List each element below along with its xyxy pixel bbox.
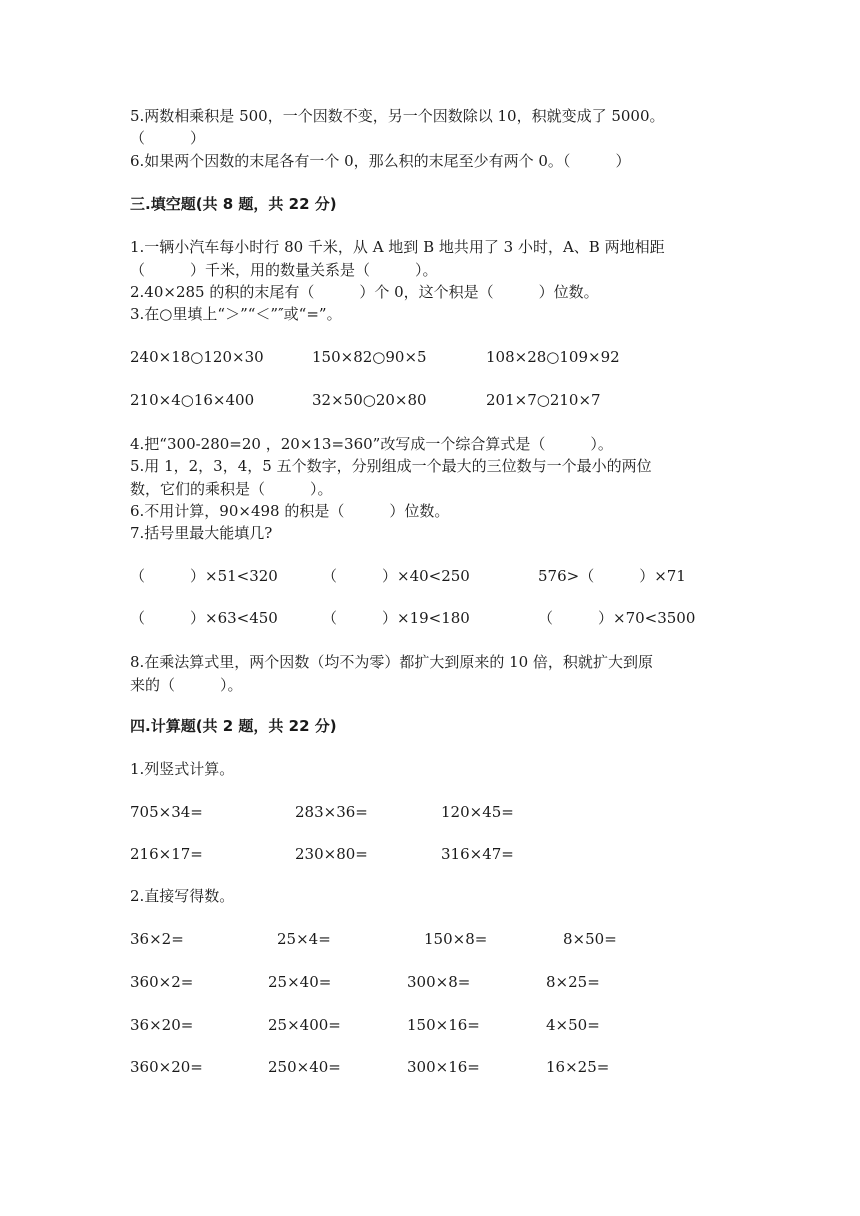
calc-item: 150×8= — [424, 930, 488, 948]
question-text: 2.40×285 的积的末尾有（ ）个 0，这个积是（ ）位数。 — [130, 283, 599, 301]
calc-item: 8×25= — [546, 973, 600, 991]
question-text: 2.直接写得数。 — [130, 887, 235, 905]
question-text: 数，它们的乘积是（ ）。 — [130, 480, 333, 498]
calc-item: 25×400= — [268, 1016, 341, 1034]
calc-item: 150×16= — [407, 1016, 480, 1034]
inequality-item: （ ）×40<250 — [322, 567, 470, 585]
calc-item: 36×2= — [130, 930, 184, 948]
calc-item: 25×40= — [268, 973, 332, 991]
question-text: 6.不用计算，90×498 的积是（ ）位数。 — [130, 502, 450, 520]
calc-item: 360×20= — [130, 1058, 203, 1076]
question-text: 1.列竖式计算。 — [130, 760, 235, 778]
calc-item: 230×80= — [295, 845, 368, 863]
compare-item: 201×7○210×7 — [486, 391, 601, 409]
calc-item: 250×40= — [268, 1058, 341, 1076]
calc-item: 216×17= — [130, 845, 203, 863]
calc-item: 283×36= — [295, 803, 368, 821]
section-heading: 四.计算题(共 2 题，共 22 分) — [130, 717, 337, 735]
question-text: 6.如果两个因数的末尾各有一个 0，那么积的末尾至少有两个 0。（ ） — [130, 152, 631, 170]
calc-item: 8×50= — [563, 930, 617, 948]
inequality-item: 576>（ ）×71 — [538, 567, 686, 585]
question-text: 3.在○里填上“＞”“＜”″或“=”。 — [130, 305, 342, 323]
section-heading: 三.填空题(共 8 题，共 22 分) — [130, 195, 337, 213]
inequality-item: （ ）×63<450 — [130, 609, 278, 627]
calc-item: 705×34= — [130, 803, 203, 821]
question-text: （ ）千米，用的数量关系是（ ）。 — [130, 261, 438, 279]
calc-item: 360×2= — [130, 973, 194, 991]
calc-item: 300×8= — [407, 973, 471, 991]
calc-item: 120×45= — [441, 803, 514, 821]
question-text: 4.把“300-280=20 ，20×13=360”改写成一个综合算式是（ ）。 — [130, 435, 613, 453]
compare-item: 32×50○20×80 — [312, 391, 427, 409]
calc-item: 25×4= — [277, 930, 331, 948]
calc-item: 300×16= — [407, 1058, 480, 1076]
question-text: 5.用 1，2，3，4，5 五个数字，分别组成一个最大的三位数与一个最小的两位 — [130, 457, 652, 475]
question-text: 7.括号里最大能填几? — [130, 524, 273, 542]
compare-item: 108×28○109×92 — [486, 348, 620, 366]
question-text: 5.两数相乘积是 500，一个因数不变，另一个因数除以 10，积就变成了 5000。 — [130, 107, 665, 125]
answer-blank: （ ） — [130, 129, 206, 147]
question-text: 1.一辆小汽车每小时行 80 千米，从 A 地到 B 地共用了 3 小时，A、B 两地相距 — [130, 238, 665, 256]
compare-item: 240×18○120×30 — [130, 348, 264, 366]
compare-item: 150×82○90×5 — [312, 348, 427, 366]
calc-item: 36×20= — [130, 1016, 194, 1034]
inequality-item: （ ）×51<320 — [130, 567, 278, 585]
calc-item: 16×25= — [546, 1058, 610, 1076]
calc-item: 4×50= — [546, 1016, 600, 1034]
inequality-item: （ ）×19<180 — [322, 609, 470, 627]
compare-item: 210×4○16×400 — [130, 391, 255, 409]
question-text: 来的（ ）。 — [130, 676, 243, 694]
inequality-item: （ ）×70<3500 — [538, 609, 696, 627]
calc-item: 316×47= — [441, 845, 514, 863]
question-text: 8.在乘法算式里，两个因数（均不为零）都扩大到原来的 10 倍，积就扩大到原 — [130, 653, 653, 671]
